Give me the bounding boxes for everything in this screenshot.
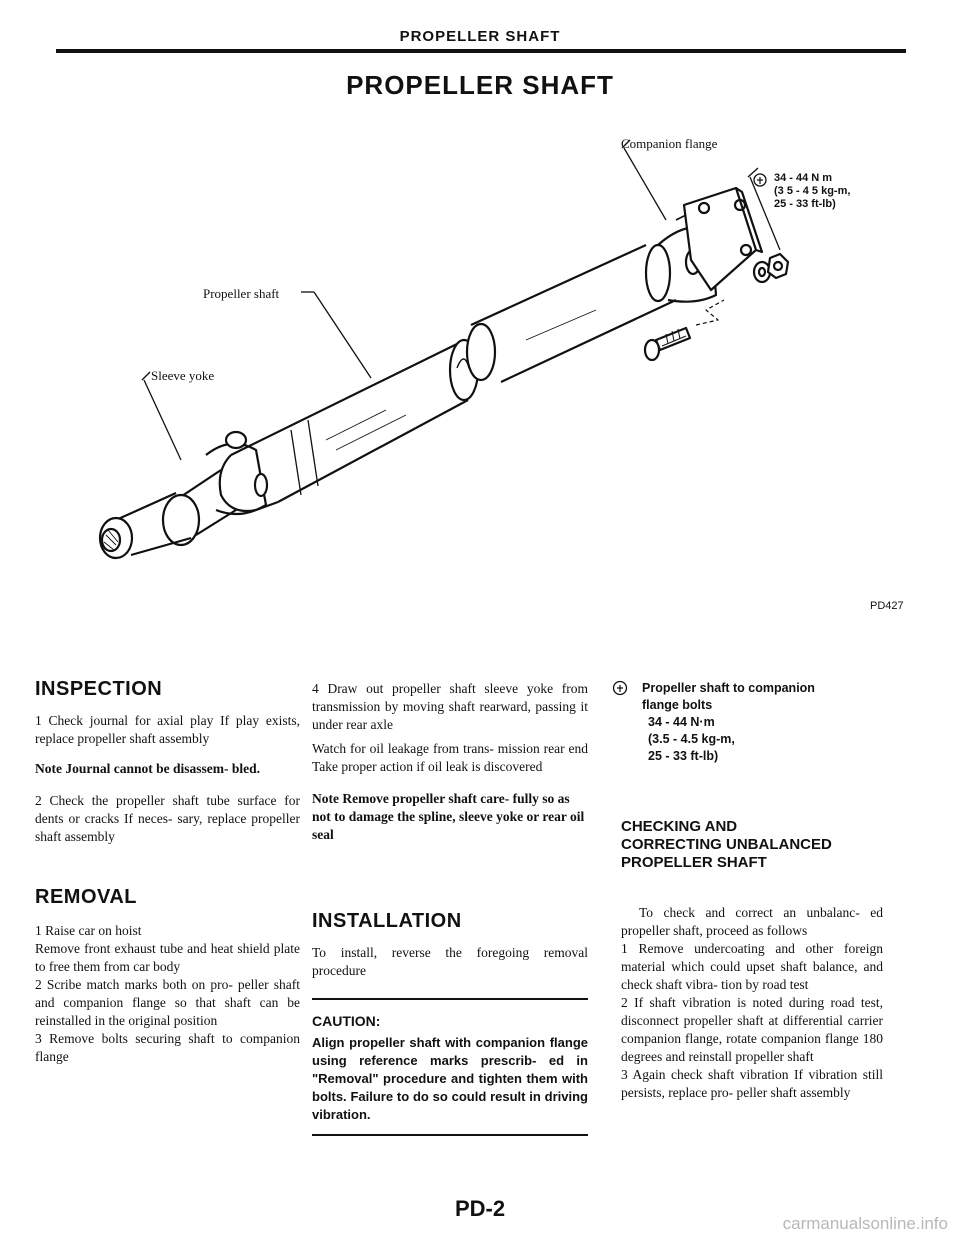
removal-step-1: 1 Raise car on hoist xyxy=(35,923,142,938)
figure-torque-spec xyxy=(774,172,850,211)
removal-step-4: 4 Draw out propeller shaft sleeve yoke from transmission by moving shaft rearward, passing it under rear axle xyxy=(312,681,588,732)
checking-heading-line-3: PROPELLER SHAFT xyxy=(621,854,767,871)
caution-bottom-rule xyxy=(312,1134,588,1136)
bolt-spec-line-3: 34 - 44 N·m xyxy=(648,715,715,729)
checking-heading xyxy=(621,818,883,872)
bolt-spec-line-5: 25 - 33 ft-lb) xyxy=(648,749,719,763)
checking-heading-line-2: CORRECTING UNBALANCED xyxy=(621,836,832,853)
inspection-step-1: 1 Check journal for axial play If play exists, replace propeller shaft assembly xyxy=(35,713,300,746)
propeller-shaft-figure xyxy=(56,110,906,620)
checking-body xyxy=(621,904,883,1102)
checking-heading-line-1: CHECKING AND xyxy=(621,818,738,835)
header-rule xyxy=(56,49,906,53)
label-propeller-shaft: Propeller shaft xyxy=(203,286,280,301)
removal-note: Note Remove propeller shaft care- fully so as not to damage the spline, sleeve yoke or rear oil seal xyxy=(312,791,585,842)
inspection-note: Note Journal cannot be disassem- bled. xyxy=(35,761,261,776)
oil-leak-text: Watch for oil leakage from trans- mission rear end Take proper action if oil leak is discovered xyxy=(312,741,588,774)
caution-top-rule xyxy=(312,998,588,1000)
torque-line-3: 25 - 33 ft-lb) xyxy=(774,198,836,210)
watermark: carmanualsonline.info xyxy=(782,1214,948,1233)
page-title: PROPELLER SHAFT xyxy=(346,70,614,100)
removal-heading: REMOVAL xyxy=(35,886,138,908)
checking-step-3: 3 Again check shaft vibration If vibration still persists, replace pro- peller shaft assembly xyxy=(621,1067,883,1100)
removal-step-2: 2 Scribe match marks both on pro- peller shaft and companion flange so that shaft can be reinstalled in the original position xyxy=(35,977,300,1028)
inspection-step-2: 2 Check the propeller shaft tube surface for dents or cracks If neces- sary, replace propeller shaft assembly xyxy=(35,793,300,844)
checking-step-1: 1 Remove undercoating and other foreign material which could upset shaft balance, and check shaft vibra- tion by road test xyxy=(621,941,883,992)
torque-line-1: 34 - 44 N m xyxy=(774,172,833,184)
bolt-torque-spec xyxy=(642,680,815,765)
label-sleeve-yoke: Sleeve yoke xyxy=(151,368,215,383)
installation-heading: INSTALLATION xyxy=(312,910,462,932)
removal-text: Remove front exhaust tube and heat shield plate to free them from car body xyxy=(35,941,300,974)
middle-column xyxy=(312,680,588,1136)
removal-step-3: 3 Remove bolts securing shaft to companion flange xyxy=(35,1031,300,1064)
left-column xyxy=(35,680,300,1066)
running-header: PROPELLER SHAFT xyxy=(399,28,561,45)
page-number: PD-2 xyxy=(454,1196,506,1221)
torque-symbol-icon xyxy=(612,680,628,701)
inspection-heading: INSPECTION xyxy=(35,678,163,700)
installation-text: To install, reverse the foregoing removal procedure xyxy=(312,945,588,978)
figure-code: PD427 xyxy=(870,600,904,612)
label-companion-flange: Companion flange xyxy=(621,136,718,151)
torque-line-2: (3 5 - 4 5 kg-m, xyxy=(774,185,851,197)
checking-step-2: 2 If shaft vibration is noted during road test, disconnect propeller shaft at differential carrier companion flange, rotate companion flange 180 degrees and reinstall propeller shaft xyxy=(621,995,883,1064)
caution-body: Align propeller shaft with companion flange using reference marks prescrib- ed in "Removal" procedure and tighten them with bolts. Failure to do so could result in driving vibration. xyxy=(312,1035,588,1122)
bolt-spec-line-2: flange bolts xyxy=(642,698,713,712)
bolt-spec-line-4: (3.5 - 4.5 kg-m, xyxy=(648,732,735,746)
caution-title: CAUTION: xyxy=(312,1013,381,1029)
bolt-spec-line-1: Propeller shaft to companion xyxy=(642,681,815,695)
checking-intro: To check and correct an unbalanc- ed propeller shaft, proceed as follows xyxy=(621,905,883,938)
